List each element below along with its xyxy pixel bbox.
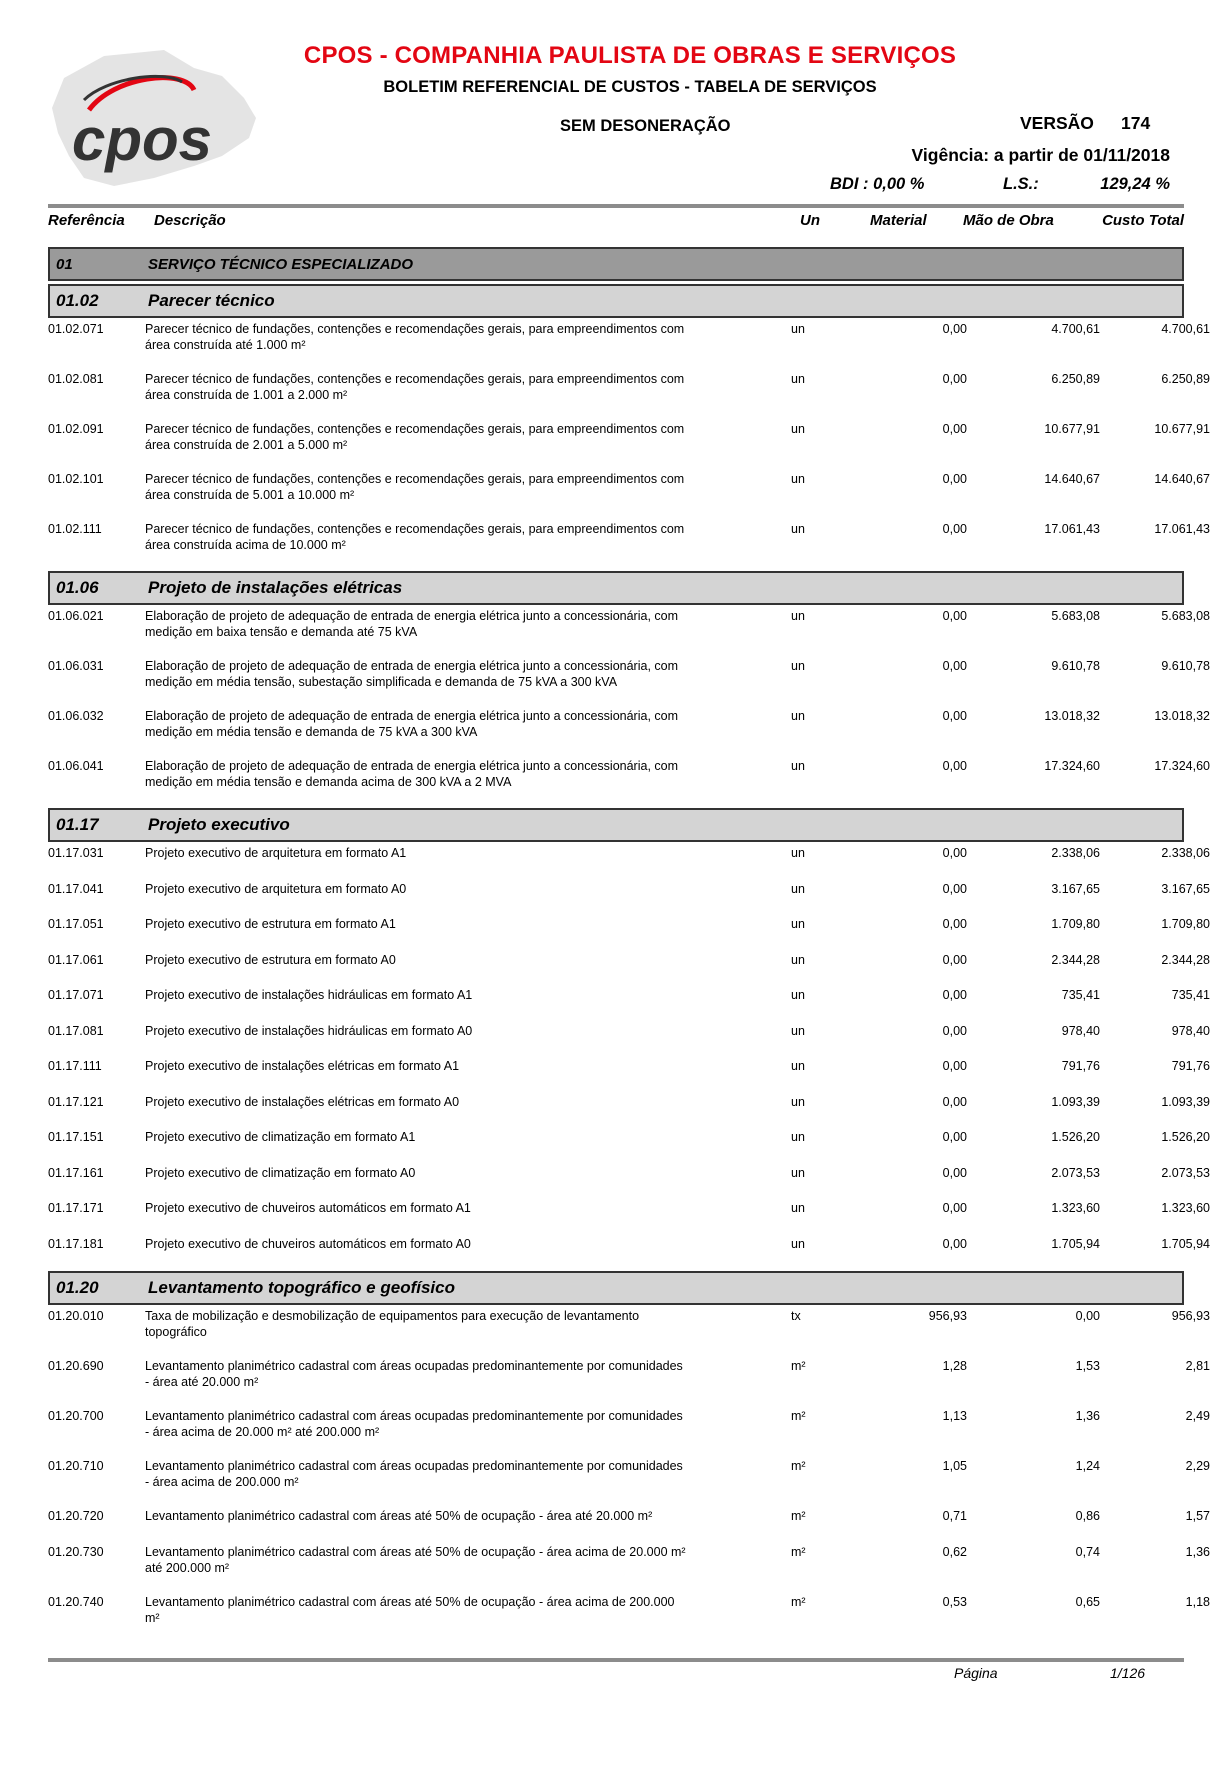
- row-description: [145, 321, 791, 371]
- row-material: 1,13: [942, 1409, 967, 1423]
- description-line-1: Projeto executivo de estrutura em formato A1: [145, 917, 396, 931]
- description-line-1: Projeto executivo de estrutura em formato A0: [145, 952, 396, 967]
- row-material: 0,00: [942, 1130, 967, 1144]
- row-custo-total: 2,29: [1185, 1459, 1210, 1473]
- row-reference: 01.17.181: [48, 1236, 104, 1251]
- versao-number: 174: [1121, 113, 1151, 133]
- row-material: 0,00: [942, 709, 967, 723]
- row-custo-total: 2.338,06: [1161, 846, 1210, 860]
- table-row: [48, 1165, 1210, 1201]
- row-custo-total: 5.683,08: [1161, 609, 1210, 623]
- row-reference: 01.06.041: [48, 759, 104, 773]
- row-description: [145, 658, 791, 708]
- row-custo-total: 9.610,78: [1161, 659, 1210, 673]
- row-description: [145, 1544, 791, 1594]
- description-line-1: Projeto executivo de climatização em formato A1: [145, 1130, 416, 1144]
- row-material: 0,00: [942, 917, 967, 931]
- row-custo-total: 2.073,53: [1161, 1165, 1210, 1180]
- row-material: 0,00: [942, 881, 967, 896]
- row-custo-total: 4.700,61: [1161, 322, 1210, 336]
- row-custo-total: 1,57: [1185, 1509, 1210, 1523]
- row-reference: 01.17.071: [48, 988, 104, 1002]
- row-reference: 01.02.111: [48, 522, 102, 536]
- row-unit: m²: [791, 1409, 806, 1423]
- row-mao-de-obra: 5.683,08: [1051, 609, 1100, 623]
- row-unit: un: [791, 917, 805, 931]
- row-unit: un: [791, 881, 805, 896]
- ls-label: L.S.:: [1003, 175, 1039, 193]
- table-row: [48, 708, 1210, 758]
- row-mao-de-obra: 14.640,67: [1044, 472, 1100, 486]
- row-material: 1,28: [942, 1359, 967, 1373]
- row-unit: un: [791, 422, 805, 436]
- row-mao-de-obra: 17.324,60: [1044, 759, 1100, 773]
- row-unit: m²: [791, 1509, 806, 1523]
- section-title: Projeto de instalações elétricas: [148, 578, 403, 597]
- row-mao-de-obra: 17.061,43: [1044, 522, 1100, 536]
- table-row: [48, 1458, 1210, 1508]
- row-unit: un: [791, 1236, 805, 1251]
- row-unit: m²: [791, 1359, 806, 1373]
- description-line-1: Projeto executivo de chuveiros automáticos em formato A0: [145, 1236, 471, 1251]
- row-material: 0,00: [942, 846, 967, 860]
- row-mao-de-obra: 2.344,28: [1051, 952, 1100, 967]
- row-unit: m²: [791, 1544, 806, 1559]
- row-unit: un: [791, 1094, 805, 1109]
- row-unit: un: [791, 952, 805, 967]
- row-description: [145, 1129, 791, 1165]
- row-reference: 01.17.041: [48, 881, 104, 896]
- row-mao-de-obra: 4.700,61: [1051, 322, 1100, 336]
- company-title: CPOS - COMPANHIA PAULISTA DE OBRAS E SERVIÇOS: [303, 42, 957, 69]
- row-description: [145, 1358, 791, 1408]
- row-unit: un: [791, 609, 805, 623]
- row-reference: 01.06.031: [48, 659, 104, 673]
- desoneracao-label: SEM DESONERAÇÃO: [560, 117, 731, 135]
- row-description: [145, 987, 791, 1023]
- row-unit: tx: [791, 1309, 801, 1323]
- ls-value: 129,24 %: [1100, 175, 1170, 193]
- section-code: 01: [56, 255, 73, 273]
- row-reference: 01.17.081: [48, 1023, 104, 1038]
- description-line-1: Parecer técnico de fundações, contenções e recomendações gerais, para empreendimentos com: [145, 372, 685, 386]
- table-row: [48, 1408, 1210, 1458]
- row-material: 0,00: [942, 1201, 967, 1215]
- table-row: [48, 952, 1210, 988]
- row-material: 0,00: [942, 1094, 967, 1109]
- row-unit: m²: [791, 1594, 806, 1609]
- row-material: 956,93: [928, 1309, 967, 1323]
- description-line-1: Projeto executivo de instalações elétricas em formato A1: [145, 1059, 460, 1073]
- section-code: 01.06: [56, 578, 99, 597]
- row-description: [145, 1058, 791, 1094]
- description-line-1: Levantamento planimétrico cadastral com áreas ocupadas predominantemente por comunidades: [145, 1359, 683, 1373]
- row-reference: 01.20.740: [48, 1594, 104, 1609]
- page-number: 1/126: [1110, 1665, 1146, 1681]
- row-material: 0,53: [942, 1594, 967, 1609]
- column-header-material: Material: [870, 212, 927, 229]
- description-line-2: medição em média tensão e demanda acima de 300 kVA a 2 MVA: [145, 775, 512, 789]
- description-line-1: Parecer técnico de fundações, contenções e recomendações gerais, para empreendimentos com: [145, 522, 685, 536]
- row-description: [145, 471, 791, 521]
- row-reference: 01.17.161: [48, 1165, 104, 1180]
- row-unit: un: [791, 988, 805, 1002]
- row-description: [145, 421, 791, 471]
- vigencia-text: Vigência: a partir de 01/11/2018: [911, 145, 1170, 165]
- row-unit: un: [791, 1130, 805, 1144]
- row-custo-total: 2,49: [1185, 1409, 1210, 1423]
- table-row: [48, 1508, 1210, 1544]
- row-mao-de-obra: 978,40: [1061, 1023, 1100, 1038]
- row-custo-total: 10.677,91: [1154, 422, 1210, 436]
- row-custo-total: 1.323,60: [1161, 1201, 1210, 1215]
- row-mao-de-obra: 2.073,53: [1051, 1165, 1100, 1180]
- description-line-1: Levantamento planimétrico cadastral com áreas ocupadas predominantemente por comunidades: [145, 1459, 683, 1473]
- row-unit: un: [791, 659, 805, 673]
- table-row: [48, 608, 1210, 658]
- section-header: [48, 247, 1184, 281]
- row-material: 0,00: [942, 1236, 967, 1251]
- description-line-2: área construída de 1.001 a 2.000 m²: [145, 388, 348, 402]
- table-row: [48, 1358, 1210, 1408]
- description-line-2: - área acima de 20.000 m² até 200.000 m²: [145, 1425, 380, 1439]
- section-code: 01.20: [56, 1278, 99, 1297]
- table-row: [48, 916, 1210, 952]
- row-mao-de-obra: 10.677,91: [1044, 422, 1100, 436]
- row-custo-total: 956,93: [1171, 1309, 1210, 1323]
- row-description: [145, 1594, 791, 1644]
- row-mao-de-obra: 1.709,80: [1051, 917, 1100, 931]
- row-description: [145, 1458, 791, 1508]
- table-row: [48, 1236, 1210, 1272]
- row-reference: 01.02.081: [48, 372, 104, 386]
- row-description: [145, 371, 791, 421]
- description-line-2: - área acima de 200.000 m²: [145, 1475, 299, 1489]
- column-header-un: Un: [800, 212, 820, 229]
- description-line-1: Elaboração de projeto de adequação de entrada de energia elétrica junto a concessionária, com: [145, 709, 679, 723]
- row-custo-total: 1,36: [1185, 1544, 1210, 1559]
- row-reference: 01.20.010: [48, 1309, 104, 1323]
- row-mao-de-obra: 1,53: [1075, 1359, 1100, 1373]
- row-mao-de-obra: 1.323,60: [1051, 1201, 1100, 1215]
- description-line-2: medição em baixa tensão e demanda até 75 kVA: [145, 625, 418, 639]
- row-mao-de-obra: 1.526,20: [1051, 1130, 1100, 1144]
- description-line-1: Parecer técnico de fundações, contenções e recomendações gerais, para empreendimentos com: [145, 322, 685, 336]
- row-mao-de-obra: 13.018,32: [1044, 709, 1100, 723]
- row-description: [145, 845, 791, 881]
- row-description: [145, 1023, 791, 1059]
- row-material: 0,71: [942, 1509, 967, 1523]
- row-custo-total: 1.526,20: [1161, 1130, 1210, 1144]
- row-custo-total: 17.061,43: [1154, 522, 1210, 536]
- row-unit: un: [791, 1059, 805, 1073]
- row-custo-total: 1.705,94: [1161, 1236, 1210, 1251]
- table-row: [48, 321, 1210, 371]
- table-row: [48, 371, 1210, 421]
- row-material: 0,00: [942, 1165, 967, 1180]
- row-reference: 01.20.710: [48, 1459, 104, 1473]
- description-line-1: Projeto executivo de arquitetura em formato A0: [145, 881, 407, 896]
- section-code: 01.02: [56, 291, 99, 310]
- row-custo-total: 17.324,60: [1154, 759, 1210, 773]
- row-custo-total: 735,41: [1171, 988, 1210, 1002]
- description-line-1: Elaboração de projeto de adequação de entrada de energia elétrica junto a concessionária, com: [145, 759, 679, 773]
- row-reference: 01.17.111: [48, 1059, 102, 1073]
- row-description: [145, 758, 791, 808]
- table-row: [48, 1308, 1210, 1358]
- row-reference: 01.20.690: [48, 1359, 104, 1373]
- row-reference: 01.02.071: [48, 322, 104, 336]
- description-line-1: Parecer técnico de fundações, contenções e recomendações gerais, para empreendimentos com: [145, 472, 685, 486]
- subsection-header: [48, 808, 1184, 842]
- header-divider: [48, 204, 1184, 208]
- row-material: 0,00: [942, 1059, 967, 1073]
- table-row: [48, 1094, 1210, 1130]
- row-material: 0,00: [942, 609, 967, 623]
- row-description: [145, 916, 791, 952]
- description-line-2: área construída até 1.000 m²: [145, 338, 306, 352]
- description-line-1: Elaboração de projeto de adequação de entrada de energia elétrica junto a concessionária, com: [145, 609, 679, 623]
- table-row: [48, 1058, 1210, 1094]
- row-material: 0,00: [942, 659, 967, 673]
- row-unit: un: [791, 472, 805, 486]
- description-line-2: m²: [145, 1610, 160, 1625]
- row-custo-total: 1,18: [1185, 1594, 1210, 1609]
- table-row: [48, 658, 1210, 708]
- subsection-header: [48, 284, 1184, 318]
- column-header-custo-total: Custo Total: [1102, 212, 1184, 229]
- row-material: 0,00: [942, 472, 967, 486]
- row-mao-de-obra: 9.610,78: [1051, 659, 1100, 673]
- row-mao-de-obra: 1.093,39: [1051, 1094, 1100, 1109]
- row-mao-de-obra: 735,41: [1061, 988, 1100, 1002]
- table-row: [48, 845, 1210, 881]
- row-unit: un: [791, 759, 805, 773]
- subsection-header: [48, 1271, 1184, 1305]
- description-line-2: área construída de 2.001 a 5.000 m²: [145, 438, 348, 452]
- row-reference: 01.06.032: [48, 709, 104, 723]
- row-mao-de-obra: 0,74: [1075, 1544, 1100, 1559]
- bdi-text: BDI : 0,00 %: [830, 175, 925, 193]
- row-unit: un: [791, 372, 805, 386]
- row-description: [145, 1236, 791, 1272]
- table-row: [48, 521, 1210, 571]
- row-material: 0,00: [942, 1023, 967, 1038]
- description-line-2: topográfico: [145, 1325, 207, 1339]
- row-reference: 01.02.091: [48, 422, 104, 436]
- table-row: [48, 987, 1210, 1023]
- column-header-mao-de-obra: Mão de Obra: [963, 212, 1054, 229]
- table-row: [48, 471, 1210, 521]
- versao-label: VERSÃO: [1020, 113, 1094, 133]
- row-unit: un: [791, 709, 805, 723]
- row-description: [145, 1094, 791, 1130]
- row-mao-de-obra: 791,76: [1061, 1059, 1100, 1073]
- row-reference: 01.20.730: [48, 1544, 104, 1559]
- description-line-1: Levantamento planimétrico cadastral com áreas até 50% de ocupação - área acima de 20.000 m²: [145, 1544, 686, 1559]
- description-line-1: Projeto executivo de instalações hidráulicas em formato A0: [145, 1023, 473, 1038]
- column-header-desc: Descrição: [154, 212, 226, 229]
- description-line-1: Projeto executivo de instalações elétricas em formato A0: [145, 1094, 460, 1109]
- row-mao-de-obra: 0,86: [1075, 1509, 1100, 1523]
- description-line-2: área construída acima de 10.000 m²: [145, 538, 346, 552]
- description-line-1: Projeto executivo de chuveiros automáticos em formato A1: [145, 1201, 471, 1215]
- row-description: [145, 521, 791, 571]
- row-description: [145, 1200, 791, 1236]
- table-row: [48, 881, 1210, 917]
- row-mao-de-obra: 2.338,06: [1051, 846, 1100, 860]
- description-line-1: Projeto executivo de instalações hidráulicas em formato A1: [145, 988, 473, 1002]
- row-unit: un: [791, 1201, 805, 1215]
- row-reference: 01.17.151: [48, 1130, 104, 1144]
- row-reference: 01.17.171: [48, 1201, 104, 1215]
- row-mao-de-obra: 0,65: [1075, 1594, 1100, 1609]
- row-mao-de-obra: 0,00: [1075, 1309, 1100, 1323]
- row-reference: 01.02.101: [48, 472, 104, 486]
- description-line-1: Taxa de mobilização e desmobilização de equipamentos para execução de levantamento: [145, 1309, 640, 1323]
- row-reference: 01.17.121: [48, 1094, 104, 1109]
- row-custo-total: 2.344,28: [1161, 952, 1210, 967]
- description-line-1: Levantamento planimétrico cadastral com áreas ocupadas predominantemente por comunidades: [145, 1409, 683, 1423]
- row-description: [145, 1408, 791, 1458]
- section-code: 01.17: [56, 815, 99, 834]
- row-unit: un: [791, 1023, 805, 1038]
- table-row: [48, 1129, 1210, 1165]
- row-custo-total: 1.093,39: [1161, 1094, 1210, 1109]
- row-reference: 01.17.051: [48, 917, 104, 931]
- footer-divider: [48, 1658, 1184, 1662]
- row-unit: m²: [791, 1459, 806, 1473]
- description-line-2: até 200.000 m²: [145, 1560, 230, 1575]
- description-line-1: Levantamento planimétrico cadastral com áreas até 50% de ocupação - área até 20.000 m²: [145, 1509, 653, 1523]
- row-material: 0,00: [942, 322, 967, 336]
- description-line-1: Projeto executivo de climatização em formato A0: [145, 1165, 416, 1180]
- row-description: [145, 708, 791, 758]
- description-line-2: área construída de 5.001 a 10.000 m²: [145, 488, 355, 502]
- row-custo-total: 978,40: [1171, 1023, 1210, 1038]
- row-material: 0,00: [942, 422, 967, 436]
- table-row: [48, 1594, 1210, 1644]
- row-material: 0,62: [942, 1544, 967, 1559]
- row-mao-de-obra: 1,24: [1075, 1459, 1100, 1473]
- logo-wordmark: cpos: [72, 106, 213, 173]
- row-unit: un: [791, 522, 805, 536]
- row-unit: un: [791, 846, 805, 860]
- description-line-1: Parecer técnico de fundações, contenções e recomendações gerais, para empreendimentos com: [145, 422, 685, 436]
- row-description: [145, 1165, 791, 1201]
- row-material: 1,05: [942, 1459, 967, 1473]
- description-line-2: medição em média tensão, subestação simplificada e demanda de 75 kVA a 300 kVA: [145, 675, 618, 689]
- row-material: 0,00: [942, 988, 967, 1002]
- row-reference: 01.17.061: [48, 952, 104, 967]
- section-title: SERVIÇO TÉCNICO ESPECIALIZADO: [148, 255, 414, 273]
- row-unit: un: [791, 322, 805, 336]
- table-row: [48, 421, 1210, 471]
- row-description: [145, 952, 791, 988]
- description-line-1: Projeto executivo de arquitetura em formato A1: [145, 846, 407, 860]
- row-custo-total: 791,76: [1171, 1059, 1210, 1073]
- subsection-header: [48, 571, 1184, 605]
- row-material: 0,00: [942, 522, 967, 536]
- row-custo-total: 1.709,80: [1161, 917, 1210, 931]
- row-material: 0,00: [942, 372, 967, 386]
- row-custo-total: 13.018,32: [1154, 709, 1210, 723]
- row-custo-total: 6.250,89: [1161, 372, 1210, 386]
- row-reference: 01.20.720: [48, 1509, 104, 1523]
- row-reference: 01.20.700: [48, 1409, 104, 1423]
- row-material: 0,00: [942, 759, 967, 773]
- section-title: Projeto executivo: [148, 815, 290, 834]
- row-reference: 01.17.031: [48, 846, 104, 860]
- row-custo-total: 14.640,67: [1154, 472, 1210, 486]
- row-mao-de-obra: 6.250,89: [1051, 372, 1100, 386]
- section-title: Parecer técnico: [148, 291, 275, 310]
- row-description: [145, 608, 791, 658]
- table-row: [48, 1200, 1210, 1236]
- section-title: Levantamento topográfico e geofísico: [148, 1278, 455, 1297]
- table-row: [48, 1544, 1210, 1594]
- row-description: [145, 1508, 791, 1544]
- description-line-2: medição em média tensão e demanda de 75 kVA a 300 kVA: [145, 725, 478, 739]
- report-subtitle: BOLETIM REFERENCIAL DE CUSTOS - TABELA DE SERVIÇOS: [383, 78, 877, 96]
- services-table: [48, 247, 1210, 1644]
- description-line-1: Levantamento planimétrico cadastral com áreas até 50% de ocupação - área acima de 200.000: [145, 1594, 675, 1609]
- row-description: [145, 881, 791, 917]
- row-custo-total: 2,81: [1185, 1359, 1210, 1373]
- row-mao-de-obra: 3.167,65: [1051, 881, 1100, 896]
- table-row: [48, 1023, 1210, 1059]
- row-custo-total: 3.167,65: [1161, 881, 1210, 896]
- row-reference: 01.06.021: [48, 609, 104, 623]
- description-line-2: - área até 20.000 m²: [145, 1375, 259, 1389]
- row-unit: un: [791, 1165, 805, 1180]
- row-mao-de-obra: 1,36: [1075, 1409, 1100, 1423]
- row-description: [145, 1308, 791, 1358]
- row-mao-de-obra: 1.705,94: [1051, 1236, 1100, 1251]
- page-label: Página: [954, 1665, 998, 1681]
- table-row: [48, 758, 1210, 808]
- row-material: 0,00: [942, 952, 967, 967]
- description-line-1: Elaboração de projeto de adequação de entrada de energia elétrica junto a concessionária, com: [145, 659, 679, 673]
- column-header-ref: Referência: [48, 212, 125, 229]
